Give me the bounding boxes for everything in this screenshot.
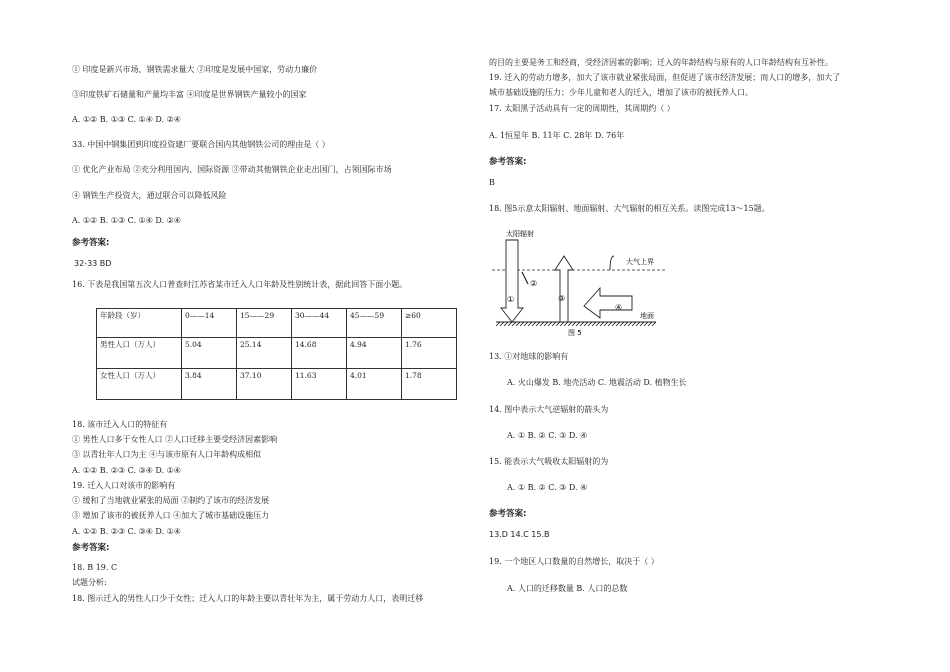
label-2: ② xyxy=(530,279,538,288)
table-cell: 5.04 xyxy=(182,338,237,369)
question-33-items-2: ④ 钢铁生产投资大，通过联合可以降低风险 xyxy=(72,191,227,200)
question-14: 14. 图中表示大气逆辐射的箭头为 xyxy=(489,405,609,414)
table-cell: 女性人口（万人） xyxy=(97,369,182,400)
question-18-options: A. ①② B. ②③ C. ③④ D. ①④ xyxy=(72,466,181,475)
answer-17: B xyxy=(489,178,495,187)
arrow-3 xyxy=(555,256,573,322)
question-19-options: A. ①② B. ②③ C. ③④ D. ①④ xyxy=(72,527,181,536)
answer-heading: 参考答案: xyxy=(72,238,110,248)
question-15-options: A. ① B. ② C. ③ D. ④ xyxy=(507,483,588,492)
analysis-18-cont: 的目的主要是务工和经商，受经济因素的影响；迁入的年龄结构与原有的人口年龄结构有互补性。 xyxy=(489,58,833,67)
table-header-row xyxy=(97,309,457,338)
table-cell: 37.10 xyxy=(237,369,292,400)
migration-age-table xyxy=(96,308,457,400)
table-cell: 4.94 xyxy=(347,338,402,369)
table-cell: 25.14 xyxy=(237,338,292,369)
question-18-figure-stem: 18. 图5示意太阳辐射、地面辐射、大气辐射的相互关系。读图完成13～15题。 xyxy=(489,204,770,213)
label-3: ③ xyxy=(558,294,566,303)
table-row xyxy=(97,369,457,400)
answer-18-19: 18. B 19. C xyxy=(72,563,118,572)
question-19-growth-options: A. 人口的迁移数量 B. 人口的总数 xyxy=(507,584,628,593)
analysis-18: 18. 图示迁入的男性人口少于女性；迁入人口的年龄主要以青壮年为主，属于劳动力人口，表明迁移 xyxy=(72,594,424,603)
label-4: ④ xyxy=(615,303,623,312)
arrow-4 xyxy=(584,288,632,318)
table-cell: 45——59 xyxy=(347,309,402,338)
question-13: 13. ①对地球的影响有 xyxy=(489,352,569,361)
atmosphere-top-label: 大气上界 xyxy=(626,258,654,266)
table-cell: 1.76 xyxy=(402,338,457,369)
table-cell: 1.78 xyxy=(402,369,457,400)
question-13-options: A. 火山爆发 B. 地壳活动 C. 地震活动 D. 植物生长 xyxy=(507,378,687,387)
table-cell: 15——29 xyxy=(237,309,292,338)
answer-32-33: 32-33 BD xyxy=(74,259,112,268)
answer-heading-2: 参考答案: xyxy=(72,543,110,553)
table-cell: 男性人口（万人） xyxy=(97,338,182,369)
question-14-options: A. ① B. ② C. ③ D. ④ xyxy=(507,431,588,440)
question-18-items-2: ③ 以青壮年人口为主 ④与该市原有人口年龄构成相似 xyxy=(72,450,262,459)
analysis-19-line-2: 城市基础设施的压力；少年儿童和老人的迁入，增加了该市的被抚养人口。 xyxy=(489,88,753,97)
table-cell: ≥60 xyxy=(402,309,457,338)
left-line-1: ① 印度是新兴市场，钢铁需求量大 ②印度是发展中国家，劳动力廉价 xyxy=(72,65,318,74)
table-cell: 年龄段（岁） xyxy=(97,309,182,338)
table-cell: 14.68 xyxy=(292,338,347,369)
table-cell: 0——14 xyxy=(182,309,237,338)
ground-label: 地面 xyxy=(640,312,654,320)
radiation-diagram xyxy=(492,226,667,338)
left-options-32: A. ①② B. ①③ C. ①④ D. ②④ xyxy=(72,115,181,124)
question-19: 19. 迁入人口对该市的影响有 xyxy=(72,481,176,490)
label-1: ① xyxy=(507,295,515,304)
sun-radiation-label: 太阳辐射 xyxy=(506,230,534,238)
arrow-2 xyxy=(522,272,537,288)
table-cell: 30——44 xyxy=(292,309,347,338)
figure-caption: 图 5 xyxy=(568,329,582,337)
analysis-19-line-1: 19. 迁入的劳动力增多，加大了该市就业紧张局面，但促进了该市经济发展；而人口的增多，加大了 xyxy=(489,73,841,82)
question-33-items-1: ① 优化产业布局 ②充分利用国内、国际资源 ③带动其他钢铁企业走出国门，占领国际市场 xyxy=(72,165,392,174)
question-15: 15. 能表示大气吸收太阳辐射的为 xyxy=(489,457,609,466)
question-19-items-1: ① 缓和了当地就业紧张的局面 ②制约了该市的经济发展 xyxy=(72,496,270,505)
question-16-stem: 16. 下表是我国第五次人口普查时江苏省某市迁入人口年龄及性别统计表，据此回答下面小题。 xyxy=(72,280,408,289)
answer-13-15: 13.D 14.C 15.B xyxy=(489,530,550,539)
arrow-1 xyxy=(501,240,523,322)
table-row xyxy=(97,338,457,369)
question-17-options: A. 1恒星年 B. 11年 C. 28年 D. 76年 xyxy=(489,131,625,140)
question-17: 17. 太阳黑子活动具有一定的周期性，其周期约（ ） xyxy=(489,104,675,113)
table-cell: 4.01 xyxy=(347,369,402,400)
table-cell: 11.63 xyxy=(292,369,347,400)
answer-heading-4: 参考答案: xyxy=(489,509,527,519)
question-33: 33. 中国中钢集团到印度投资建厂要联合国内其他钢铁公司的理由是（ ） xyxy=(72,140,330,149)
question-19-growth: 19. 一个地区人口数量的自然增长，取决于（ ） xyxy=(489,557,659,566)
left-line-2: ③印度铁矿石储量和产量均丰富 ④印度是世界钢铁产量较小的国家 xyxy=(72,90,307,99)
ground-hatch xyxy=(496,322,656,326)
table-cell: 3.84 xyxy=(182,369,237,400)
question-18: 18. 该市迁入人口的特征有 xyxy=(72,420,168,429)
question-33-options: A. ①② B. ①③ C. ①④ D. ②④ xyxy=(72,216,181,225)
question-19-items-2: ③ 增加了该市的被抚养人口 ④加大了城市基础设施压力 xyxy=(72,511,270,520)
answer-heading-3: 参考答案: xyxy=(489,157,527,167)
analysis-label: 试题分析: xyxy=(72,578,107,587)
question-18-items-1: ① 男性人口多于女性人口 ②人口迁移主要受经济因素影响 xyxy=(72,435,278,444)
